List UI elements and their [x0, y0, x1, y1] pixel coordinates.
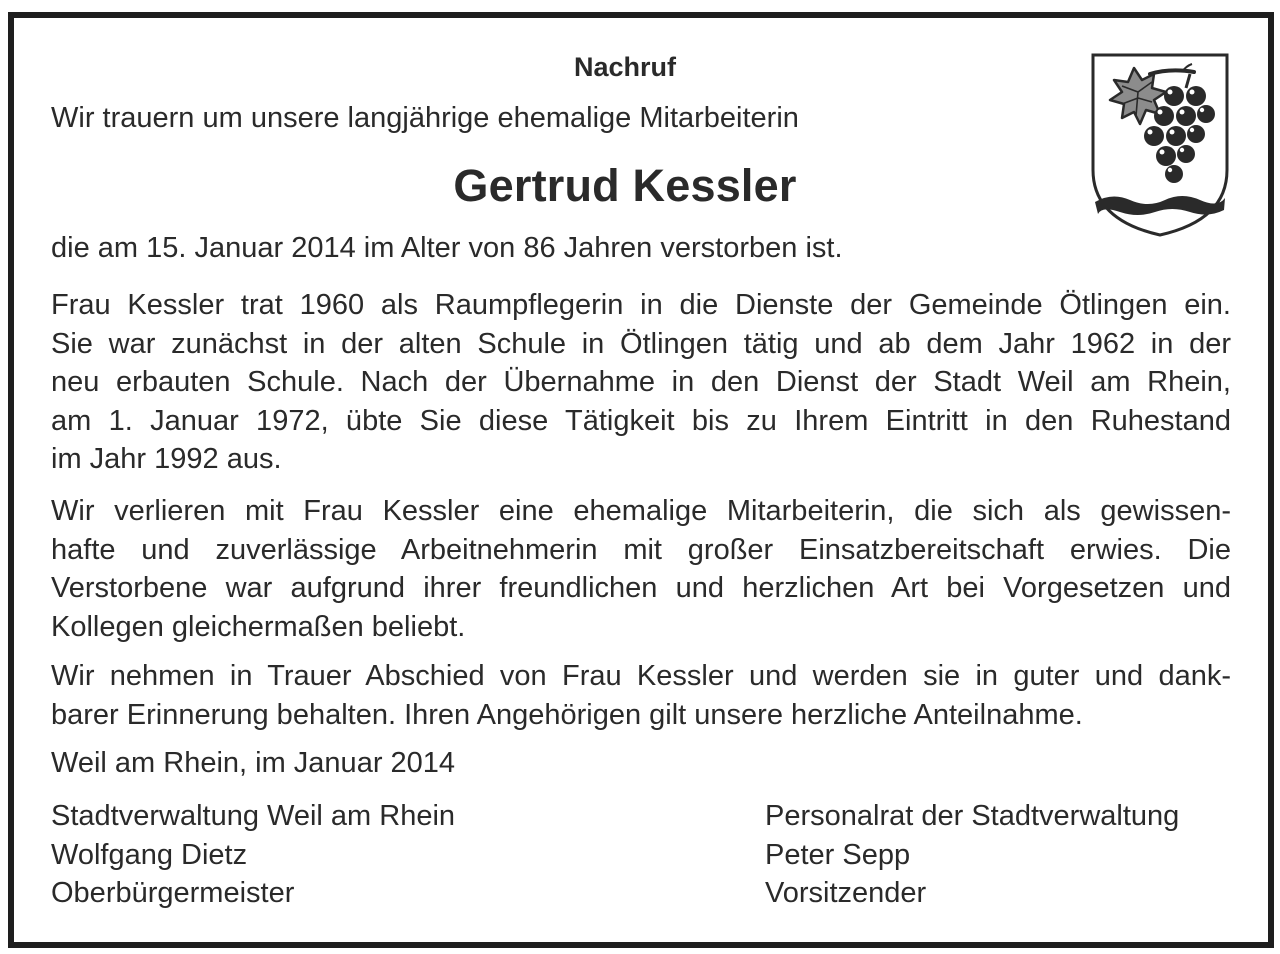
death-line: die am 15. Januar 2014 im Alter von 86 Jahren verstorben ist.	[51, 232, 843, 264]
place-date: Weil am Rhein, im Januar 2014	[51, 747, 456, 779]
signature-person: Peter Sepp	[765, 838, 911, 871]
paragraph-line: Sie war zunächst in der alten Schule in Ötlingen tätig und ab dem Jahr 1962 in der	[51, 327, 1231, 360]
signature-block-left	[51, 797, 455, 913]
paragraph-line: am 1. Januar 1972, übte Sie diese Tätigkeit bis zu Ihrem Eintritt in den Ruhestand	[51, 404, 1231, 437]
signature-block-right	[765, 797, 1179, 913]
signature-org: Stadtverwaltung Weil am Rhein	[51, 800, 456, 832]
paragraph-line: Kollegen gleichermaßen beliebt.	[51, 610, 466, 643]
paragraph-line: Verstorbene war aufgrund ihrer freundlichen und herzlichen Art bei Vorgesetzen und	[51, 572, 1231, 604]
signature-role: Oberbürgermeister	[51, 877, 295, 909]
paragraph-tribute	[51, 492, 1231, 646]
paragraph-line: barer Erinnerung behalten. Ihren Angehörigen gilt unsere herzliche Anteilnahme.	[51, 698, 1083, 731]
paragraph-farewell	[51, 657, 1231, 734]
paragraph-line: Wir verlieren mit Frau Kessler eine ehemalige Mitarbeiterin, die sich als gewissen-	[51, 495, 1231, 527]
paragraph-line: hafte und zuverlässige Arbeitnehmerin mit großer Einsatzbereitschaft erwies. Die	[51, 533, 1231, 566]
notice-heading: Nachruf	[573, 52, 676, 82]
paragraph-line: neu erbauten Schule. Nach der Übernahme in den Dienst der Stadt Weil am Rhein,	[51, 366, 1231, 398]
coat-of-arms-grapes-icon	[1090, 52, 1230, 238]
paragraph-career	[51, 286, 1231, 479]
signature-person: Wolfgang Dietz	[51, 838, 248, 871]
signature-org: Personalrat der Stadtverwaltung	[765, 800, 1180, 832]
paragraph-line: im Jahr 1992 aus.	[51, 443, 282, 475]
signature-role: Vorsitzender	[765, 877, 927, 909]
obituary-frame	[8, 12, 1274, 948]
paragraph-line: Frau Kessler trat 1960 als Raumpflegerin in die Dienste der Gemeinde Ötlingen ein.	[51, 289, 1231, 321]
paragraph-line: Wir nehmen in Trauer Abschied von Frau Kessler und werden sie in guter und dank-	[51, 660, 1231, 692]
intro-line: Wir trauern um unsere langjährige ehemalige Mitarbeiterin	[51, 102, 799, 134]
deceased-name: Gertrud Kessler	[453, 160, 797, 211]
